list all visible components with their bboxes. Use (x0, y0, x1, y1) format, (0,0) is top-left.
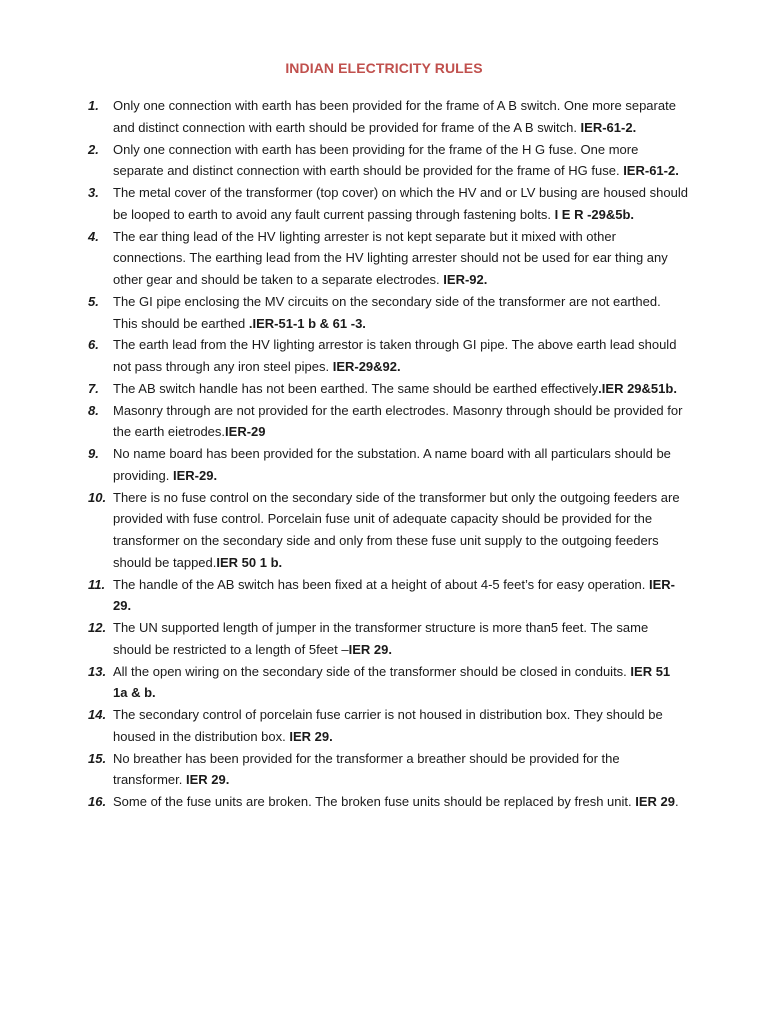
rule-number: 3. (88, 185, 99, 200)
rule-item (88, 226, 688, 291)
rule-text: The GI pipe enclosing the MV circuits on the secondary side of the transformer are not earthed. This should be earthed (113, 293, 661, 331)
rule-text: The secondary control of porcelain fuse carrier is not housed in distribution box. They should be housed in the distribution box. (113, 707, 663, 744)
rule-number: 15. (88, 750, 107, 766)
rule-item (88, 487, 688, 574)
rule-text: Masonry through are not provided for the earth electrodes. Masonry through should be provided for the earth eietrodes. (113, 402, 683, 440)
rule-text: There is no fuse control on the secondary side of the transformer but only the outgoing feeders are provided with fuse control. Porcelain fuse unit of adequate capacity should be provided for the transformer on the secondary side and only from these fuse unit supply to the outgoing feeders should be tapped. (113, 489, 680, 570)
rule-number: 2. (88, 141, 99, 157)
rule-text: All the open wiring on the secondary side of the transformer should be closed in conduits. (113, 663, 631, 679)
rule-text: Some of the fuse units are broken. The broken fuse units should be replaced by fresh unit. (113, 794, 636, 809)
rule-number: 4. (88, 228, 99, 244)
rule-number: 12. (88, 620, 107, 635)
rule-text: The handle of the AB switch has been fixed at a height of about 4-5 feet’s for easy operation. (113, 576, 650, 592)
rule-reference: IER-92. (443, 272, 488, 287)
rule-item (88, 574, 688, 618)
rule-number: 13. (88, 663, 107, 679)
document-title: INDIAN ELECTRICITY RULES (285, 60, 483, 76)
rules-list (88, 95, 688, 813)
rule-item (88, 291, 688, 335)
rule-item (88, 617, 688, 661)
rule-text: No name board has been provided for the substation. A name board with all particulars should be providing. (113, 446, 671, 483)
rule-item (88, 182, 688, 226)
rule-number: 7. (88, 380, 99, 396)
rule-item (88, 661, 688, 705)
rule-reference: IER 29. (348, 641, 392, 657)
rule-text: Only one connection with earth has been providing for the frame of the H G fuse. One more separate and distinct connection with earth should be provided for the frame of HG fuse. (113, 141, 639, 179)
rule-number: 5. (88, 293, 99, 309)
rule-number: 1. (88, 98, 99, 113)
rule-item (88, 400, 688, 444)
rule-reference: I E R -29&5b. (554, 206, 635, 222)
rule-text: The AB switch handle has not been earthed. The same should be earthed effectively (113, 380, 599, 396)
rule-reference: IER-29 (225, 424, 266, 440)
rule-text: The earth lead from the HV lighting arrestor is taken through GI pipe. The above earth lead should not pass through any iron steel pipes. (113, 337, 677, 374)
rule-item (88, 791, 688, 813)
rule-tail: . (675, 794, 679, 809)
rule-number: 9. (88, 446, 99, 461)
rule-reference: .IER-51-1 b & 61 -3. (248, 315, 366, 331)
rule-reference: IER 50 1 b. (216, 554, 283, 570)
rule-reference: IER 29. (289, 728, 333, 744)
rule-number: 6. (88, 337, 99, 353)
rule-item (88, 443, 688, 487)
rule-reference: IER-61-2. (623, 163, 679, 179)
rule-reference: IER 29. (185, 772, 230, 788)
rule-number: 8. (88, 402, 99, 418)
rule-item (88, 704, 688, 748)
rule-reference: .IER 29&51b. (598, 380, 677, 396)
rule-reference: IER-29. (172, 467, 218, 483)
rule-reference: IER 51 1a & b. (113, 663, 671, 701)
rule-item (88, 95, 688, 139)
rule-reference: IER-29&92. (332, 359, 401, 374)
rule-reference: IER 29 (635, 794, 675, 809)
rule-number: 16. (88, 794, 107, 809)
rule-number: 11. (88, 576, 106, 592)
rule-item (88, 378, 688, 400)
rule-number: 10. (88, 489, 107, 505)
rule-text: Only one connection with earth has been provided for the frame of A B switch. One more separate and distinct connection with earth should be provided for frame of the A B switch. (113, 98, 676, 135)
rule-text: The ear thing lead of the HV lighting arrester is not kept separate but it mixed with other connections. The earthing lead from the HV lighting arrester should not be used for ear thing any other gear and should be taken to a separate electrodes. (113, 228, 668, 287)
rule-text: No breather has been provided for the transformer a breather should be provided for the transformer. (113, 750, 620, 788)
rule-reference: IER-29. (113, 576, 676, 614)
rule-text: The UN supported length of jumper in the transformer structure is more than5 feet. The same should be restricted to a length of 5feet – (113, 620, 649, 657)
rule-reference: IER-61-2. (580, 119, 637, 135)
rule-number: 14. (88, 707, 107, 722)
rule-item (88, 748, 688, 792)
rule-item (88, 334, 688, 378)
rule-item (88, 139, 688, 183)
rule-text: The metal cover of the transformer (top cover) on which the HV and or LV busing are housed should be looped to earth to avoid any fault current passing through fastening bolts. (113, 185, 688, 222)
